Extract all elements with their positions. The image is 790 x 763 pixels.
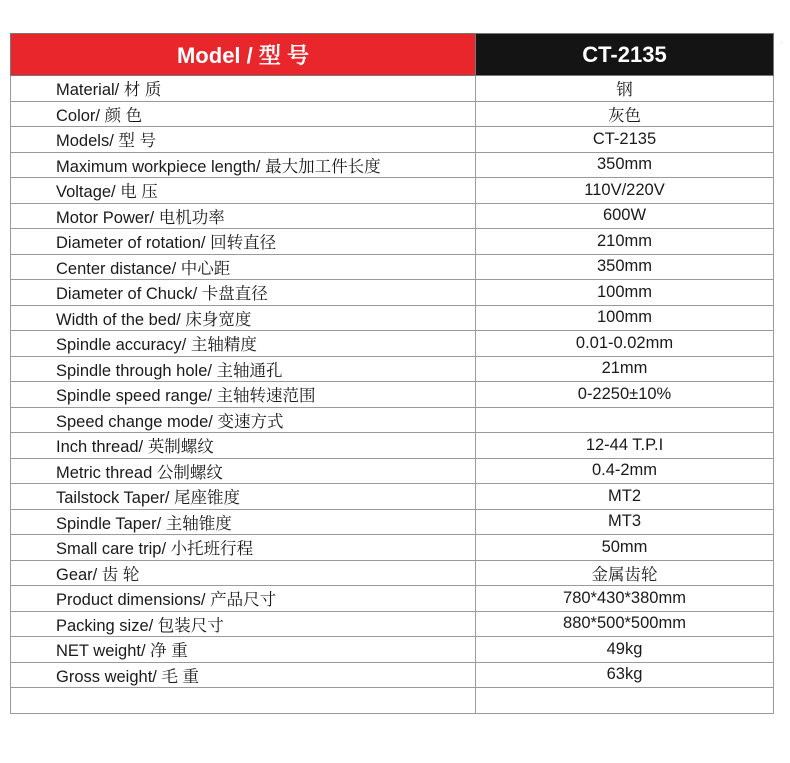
spec-label: Motor Power/ 电机功率: [11, 203, 476, 229]
table-row: [11, 356, 774, 382]
spec-value: CT-2135: [476, 127, 774, 153]
table-row: [11, 101, 774, 127]
spec-label: Packing size/ 包装尺寸: [11, 611, 476, 637]
table-row: [11, 127, 774, 153]
spec-value: 350mm: [476, 254, 774, 280]
table-row: [11, 611, 774, 637]
table-row: [11, 178, 774, 204]
spec-label: Inch thread/ 英制螺纹: [11, 433, 476, 459]
table-row: [11, 254, 774, 280]
spec-label: Speed change mode/ 变速方式: [11, 407, 476, 433]
table-row: [11, 688, 774, 714]
spec-label: Gross weight/ 毛 重: [11, 662, 476, 688]
spec-value: [476, 688, 774, 714]
header-label: Model / 型 号: [11, 34, 476, 76]
table-row: [11, 637, 774, 663]
spec-label: Voltage/ 电 压: [11, 178, 476, 204]
table-row: [11, 305, 774, 331]
spec-value: 100mm: [476, 305, 774, 331]
table-row: [11, 280, 774, 306]
table-row: [11, 407, 774, 433]
table-row: [11, 152, 774, 178]
spec-value: 12-44 T.P.I: [476, 433, 774, 459]
spec-value: 880*500*500mm: [476, 611, 774, 637]
spec-label: Metric thread 公制螺纹: [11, 458, 476, 484]
table-row: [11, 662, 774, 688]
spec-value: MT2: [476, 484, 774, 510]
spec-value: 21mm: [476, 356, 774, 382]
table-row: [11, 535, 774, 561]
spec-value: MT3: [476, 509, 774, 535]
table-row: [11, 509, 774, 535]
spec-label: Gear/ 齿 轮: [11, 560, 476, 586]
spec-label: Diameter of rotation/ 回转直径: [11, 229, 476, 255]
spec-value: 210mm: [476, 229, 774, 255]
table-row: [11, 382, 774, 408]
table-row: [11, 203, 774, 229]
spec-label: Width of the bed/ 床身宽度: [11, 305, 476, 331]
spec-value: 110V/220V: [476, 178, 774, 204]
spec-label: Tailstock Taper/ 尾座锥度: [11, 484, 476, 510]
table-row: [11, 76, 774, 102]
table-row: [11, 229, 774, 255]
spec-label: Spindle through hole/ 主轴通孔: [11, 356, 476, 382]
spec-value: 钢: [476, 76, 774, 102]
spec-label: Spindle accuracy/ 主轴精度: [11, 331, 476, 357]
spec-label: Diameter of Chuck/ 卡盘直径: [11, 280, 476, 306]
spec-value: [476, 407, 774, 433]
spec-label: Color/ 颜 色: [11, 101, 476, 127]
spec-label: NET weight/ 净 重: [11, 637, 476, 663]
spec-value: 63kg: [476, 662, 774, 688]
spec-value: 600W: [476, 203, 774, 229]
spec-value: 780*430*380mm: [476, 586, 774, 612]
spec-label: Small care trip/ 小托班行程: [11, 535, 476, 561]
spec-label: Maximum workpiece length/ 最大加工件长度: [11, 152, 476, 178]
table-row: [11, 484, 774, 510]
header-value: CT-2135: [476, 34, 774, 76]
table-row: [11, 433, 774, 459]
header-row: [11, 34, 774, 76]
spec-value: 350mm: [476, 152, 774, 178]
spec-value: 100mm: [476, 280, 774, 306]
spec-value: 0.01-0.02mm: [476, 331, 774, 357]
spec-label: Product dimensions/ 产品尺寸: [11, 586, 476, 612]
spec-table-body: [11, 34, 774, 714]
corner-mark: ·: [780, 38, 783, 47]
spec-value: 0-2250±10%: [476, 382, 774, 408]
spec-value: 49kg: [476, 637, 774, 663]
spec-label: Material/ 材 质: [11, 76, 476, 102]
table-row: [11, 586, 774, 612]
spec-label: Spindle Taper/ 主轴锥度: [11, 509, 476, 535]
table-row: [11, 458, 774, 484]
spec-value: 0.4-2mm: [476, 458, 774, 484]
spec-value: 灰色: [476, 101, 774, 127]
spec-table: [10, 33, 774, 714]
table-row: [11, 331, 774, 357]
spec-label: Models/ 型 号: [11, 127, 476, 153]
spec-value: 50mm: [476, 535, 774, 561]
spec-label: Spindle speed range/ 主轴转速范围: [11, 382, 476, 408]
spec-label: Center distance/ 中心距: [11, 254, 476, 280]
table-row: [11, 560, 774, 586]
spec-value: 金属齿轮: [476, 560, 774, 586]
spec-label: [11, 688, 476, 714]
